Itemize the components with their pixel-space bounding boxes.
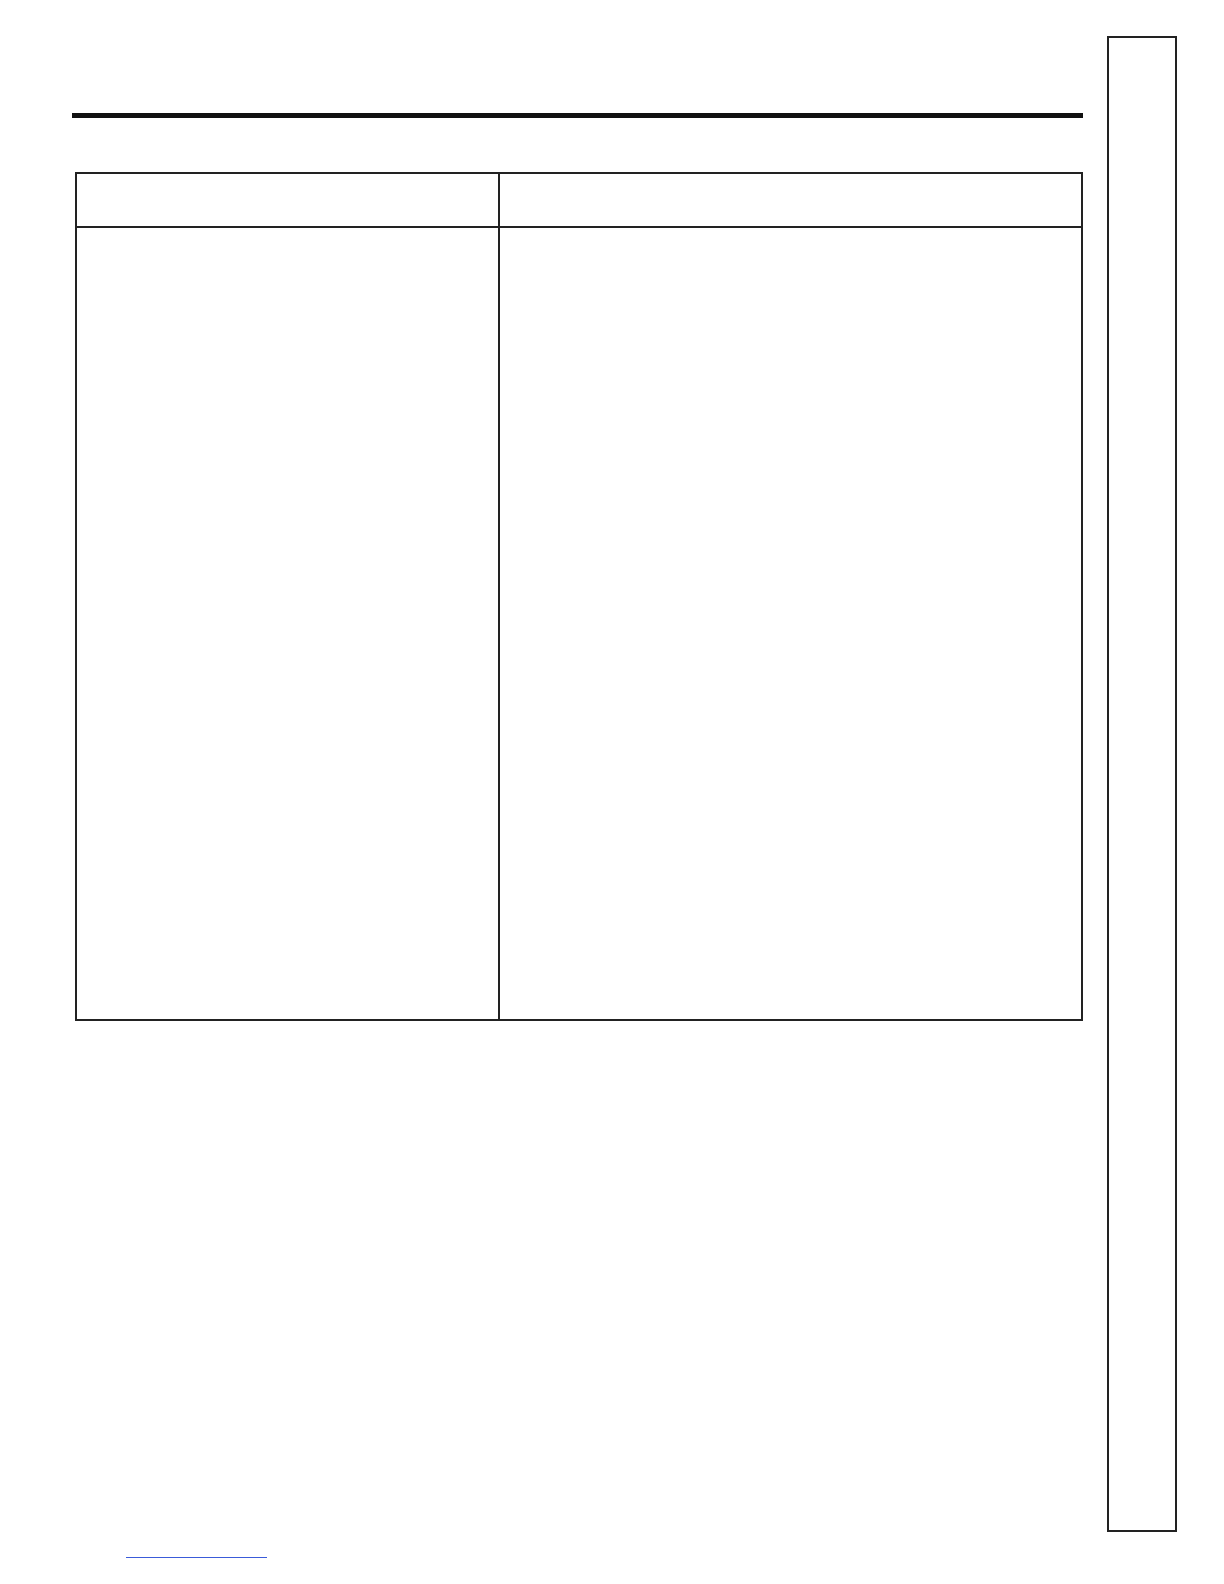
- link-underline-mark: [126, 1557, 267, 1558]
- side-nav-tabs: [1107, 36, 1177, 1532]
- utensil-guide-table: [75, 172, 1083, 1021]
- title-rule: [72, 113, 1083, 118]
- column-divider: [498, 174, 500, 1019]
- header-rule: [77, 226, 1081, 228]
